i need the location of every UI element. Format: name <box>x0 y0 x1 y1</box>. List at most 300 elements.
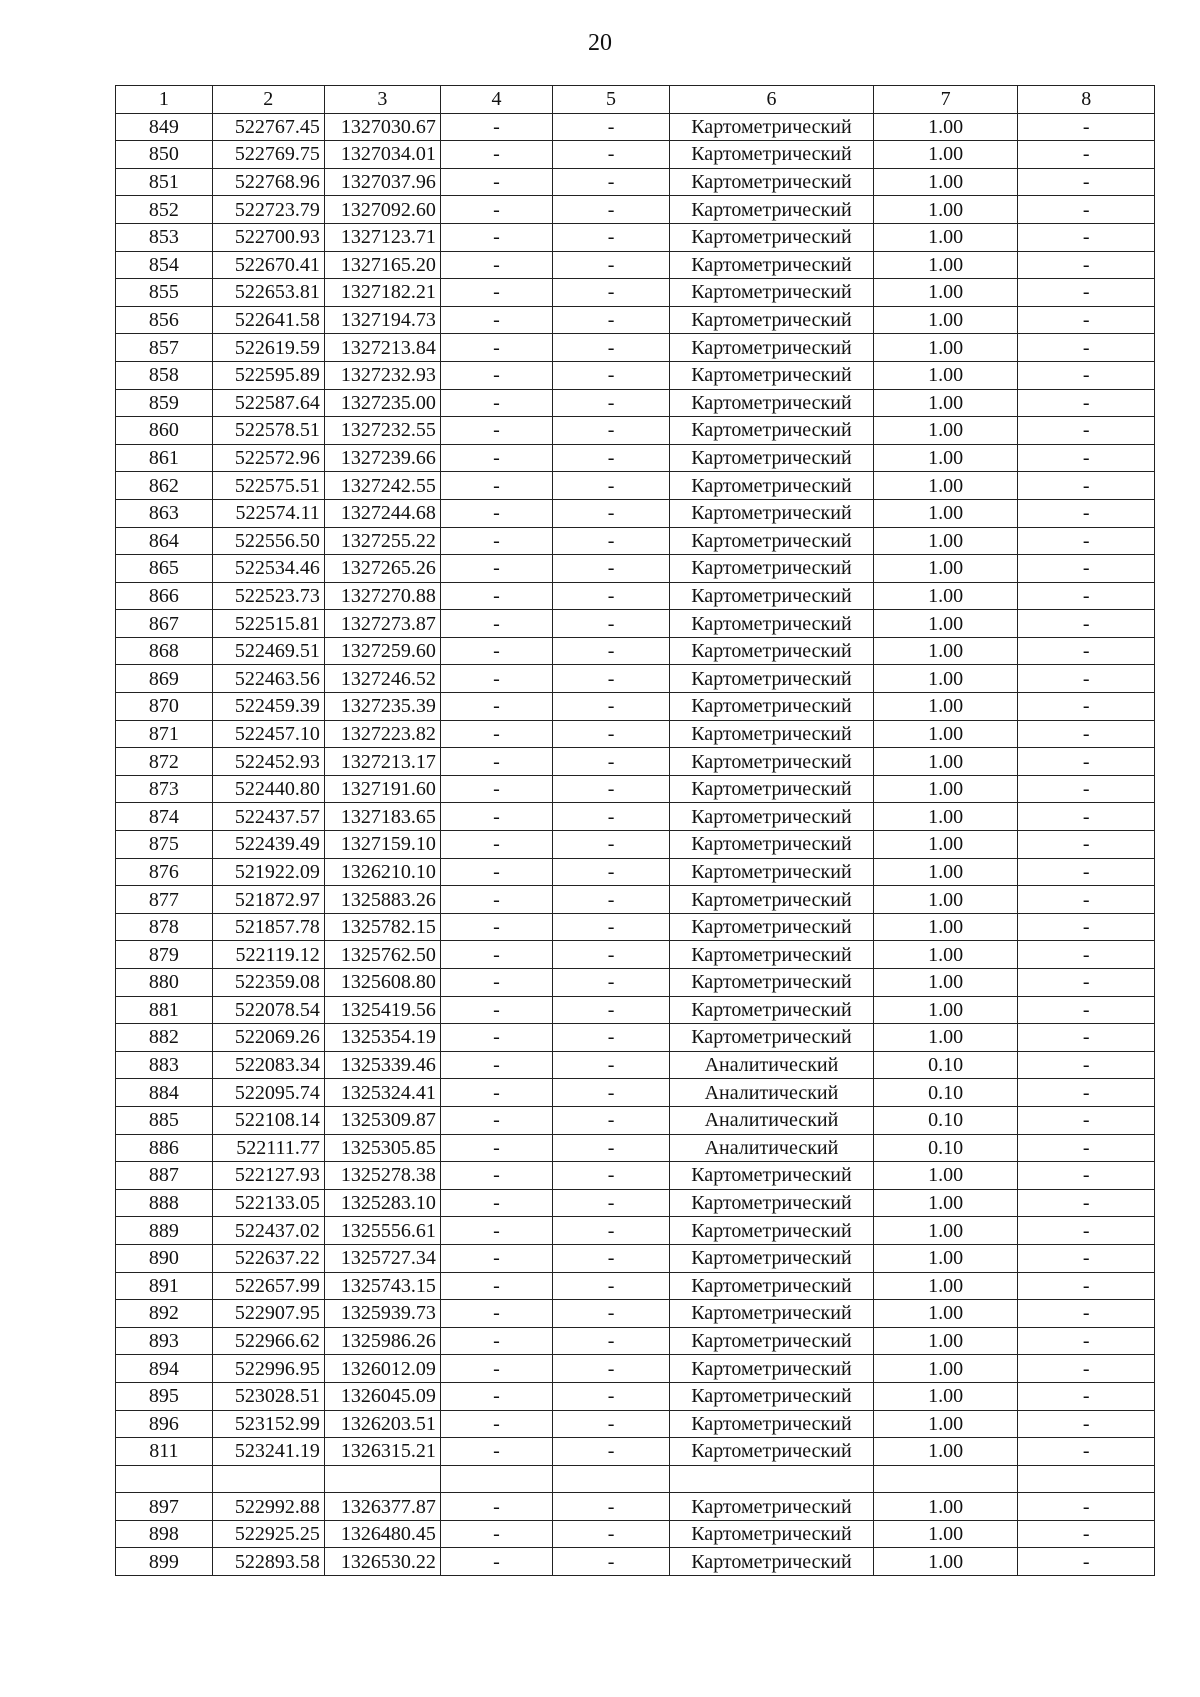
accuracy-cell: 1.00 <box>873 444 1018 472</box>
col-5-cell: - <box>552 637 669 665</box>
coordinate-x-cell: 522440.80 <box>212 775 324 803</box>
coordinate-x-cell: 522083.34 <box>212 1051 324 1079</box>
coordinate-x-cell: 522723.79 <box>212 196 324 224</box>
col-4-cell: - <box>440 582 552 610</box>
method-cell: Картометрический <box>670 361 874 389</box>
table-row <box>116 251 1155 279</box>
coordinate-x-cell: 522452.93 <box>212 748 324 776</box>
table-row <box>116 113 1155 141</box>
col-4-cell: - <box>440 389 552 417</box>
accuracy-cell: 1.00 <box>873 223 1018 251</box>
table-row <box>116 913 1155 941</box>
point-number-cell: 853 <box>116 223 213 251</box>
table-row <box>116 1327 1155 1355</box>
point-number-cell: 886 <box>116 1134 213 1162</box>
col-5-cell: - <box>552 279 669 307</box>
col-5-cell: - <box>552 1189 669 1217</box>
point-number-cell: 867 <box>116 610 213 638</box>
col-4-cell: - <box>440 417 552 445</box>
col-5-cell: - <box>552 334 669 362</box>
table-row <box>116 941 1155 969</box>
col-5-cell: - <box>552 1244 669 1272</box>
coordinate-y-cell: 1325309.87 <box>324 1106 440 1134</box>
coordinate-x-cell: 522641.58 <box>212 306 324 334</box>
col-8-cell: - <box>1018 1217 1155 1245</box>
accuracy-cell: 0.10 <box>873 1134 1018 1162</box>
col-8-cell: - <box>1018 1272 1155 1300</box>
method-cell: Картометрический <box>670 1024 874 1052</box>
coordinate-y-cell: 1327259.60 <box>324 637 440 665</box>
coordinate-x-cell: 522457.10 <box>212 720 324 748</box>
accuracy-cell: 1.00 <box>873 389 1018 417</box>
accuracy-cell: 1.00 <box>873 1327 1018 1355</box>
table-row <box>116 1548 1155 1576</box>
accuracy-cell: 1.00 <box>873 499 1018 527</box>
accuracy-cell: 1.00 <box>873 168 1018 196</box>
accuracy-cell: 1.00 <box>873 306 1018 334</box>
point-number-cell: 883 <box>116 1051 213 1079</box>
col-5-cell: - <box>552 969 669 997</box>
method-cell <box>670 1465 874 1493</box>
col-5-cell: - <box>552 1438 669 1466</box>
table-row <box>116 1438 1155 1466</box>
col-4-cell <box>440 1465 552 1493</box>
table-row <box>116 1106 1155 1134</box>
col-8-cell: - <box>1018 1106 1155 1134</box>
point-number-cell: 875 <box>116 831 213 859</box>
point-number-cell: 898 <box>116 1520 213 1548</box>
method-cell: Картометрический <box>670 720 874 748</box>
col-4-cell: - <box>440 361 552 389</box>
col-5-cell: - <box>552 251 669 279</box>
method-cell: Картометрический <box>670 141 874 169</box>
col-4-cell: - <box>440 748 552 776</box>
col-4-cell: - <box>440 141 552 169</box>
col-4-cell: - <box>440 913 552 941</box>
col-8-cell: - <box>1018 361 1155 389</box>
col-5-cell <box>552 1465 669 1493</box>
coordinate-y-cell: 1326210.10 <box>324 858 440 886</box>
method-cell: Картометрический <box>670 223 874 251</box>
coordinate-y-cell: 1327030.67 <box>324 113 440 141</box>
method-cell: Картометрический <box>670 996 874 1024</box>
table-row <box>116 472 1155 500</box>
accuracy-cell: 1.00 <box>873 748 1018 776</box>
point-number-cell: 881 <box>116 996 213 1024</box>
coordinate-x-cell: 523152.99 <box>212 1410 324 1438</box>
point-number-cell: 889 <box>116 1217 213 1245</box>
col-8-cell: - <box>1018 1079 1155 1107</box>
coordinate-x-cell: 521922.09 <box>212 858 324 886</box>
method-cell: Картометрический <box>670 555 874 583</box>
col-8-cell: - <box>1018 1024 1155 1052</box>
coordinate-x-cell: 522767.45 <box>212 113 324 141</box>
col-4-cell: - <box>440 693 552 721</box>
coordinate-y-cell: 1327213.84 <box>324 334 440 362</box>
col-8-cell: - <box>1018 582 1155 610</box>
col-4-cell: - <box>440 886 552 914</box>
accuracy-cell: 1.00 <box>873 1189 1018 1217</box>
col-5-cell: - <box>552 444 669 472</box>
table-row <box>116 499 1155 527</box>
point-number-cell: 854 <box>116 251 213 279</box>
col-5-cell: - <box>552 1079 669 1107</box>
col-5-cell: - <box>552 361 669 389</box>
table-row <box>116 969 1155 997</box>
col-8-cell: - <box>1018 913 1155 941</box>
col-5-cell: - <box>552 1024 669 1052</box>
method-cell: Картометрический <box>670 610 874 638</box>
col-8-cell: - <box>1018 196 1155 224</box>
coordinate-x-cell: 522127.93 <box>212 1162 324 1190</box>
table-row <box>116 886 1155 914</box>
coordinate-x-cell: 521857.78 <box>212 913 324 941</box>
col-8-cell: - <box>1018 1410 1155 1438</box>
coordinate-y-cell: 1327242.55 <box>324 472 440 500</box>
col-5-cell: - <box>552 555 669 583</box>
col-5-cell: - <box>552 941 669 969</box>
col-5-cell: - <box>552 141 669 169</box>
point-number-cell: 879 <box>116 941 213 969</box>
col-4-cell: - <box>440 1272 552 1300</box>
method-cell: Картометрический <box>670 389 874 417</box>
coordinate-x-cell: 522119.12 <box>212 941 324 969</box>
point-number-cell: 870 <box>116 693 213 721</box>
accuracy-cell: 1.00 <box>873 472 1018 500</box>
coordinate-x-cell: 522437.02 <box>212 1217 324 1245</box>
accuracy-cell: 1.00 <box>873 665 1018 693</box>
accuracy-cell: 1.00 <box>873 582 1018 610</box>
accuracy-cell: 1.00 <box>873 1355 1018 1383</box>
col-4-cell: - <box>440 720 552 748</box>
method-cell: Аналитический <box>670 1106 874 1134</box>
coordinate-y-cell: 1325743.15 <box>324 1272 440 1300</box>
point-number-cell: 864 <box>116 527 213 555</box>
accuracy-cell: 1.00 <box>873 775 1018 803</box>
coordinate-y-cell: 1327270.88 <box>324 582 440 610</box>
accuracy-cell: 1.00 <box>873 555 1018 583</box>
accuracy-cell: 1.00 <box>873 1438 1018 1466</box>
col-4-cell: - <box>440 1106 552 1134</box>
col-8-cell: - <box>1018 141 1155 169</box>
col-5-cell: - <box>552 582 669 610</box>
coordinate-x-cell: 522459.39 <box>212 693 324 721</box>
point-number-cell: 851 <box>116 168 213 196</box>
coordinate-y-cell: 1325305.85 <box>324 1134 440 1162</box>
col-8-cell: - <box>1018 444 1155 472</box>
col-8-cell: - <box>1018 1134 1155 1162</box>
accuracy-cell: 1.00 <box>873 1024 1018 1052</box>
method-cell: Картометрический <box>670 1327 874 1355</box>
coordinate-x-cell: 522111.77 <box>212 1134 324 1162</box>
coordinate-y-cell: 1327255.22 <box>324 527 440 555</box>
point-number-cell: 849 <box>116 113 213 141</box>
table-row <box>116 1410 1155 1438</box>
col-5-cell: - <box>552 113 669 141</box>
point-number-cell: 850 <box>116 141 213 169</box>
point-number-cell: 894 <box>116 1355 213 1383</box>
coordinate-x-cell: 522587.64 <box>212 389 324 417</box>
col-4-cell: - <box>440 941 552 969</box>
coordinate-y-cell: 1327223.82 <box>324 720 440 748</box>
col-8-cell: - <box>1018 720 1155 748</box>
coordinate-y-cell: 1326012.09 <box>324 1355 440 1383</box>
table-row <box>116 196 1155 224</box>
col-8-cell: - <box>1018 1244 1155 1272</box>
coordinate-y-cell: 1326045.09 <box>324 1382 440 1410</box>
coordinate-x-cell: 522670.41 <box>212 251 324 279</box>
point-number-cell: 896 <box>116 1410 213 1438</box>
accuracy-cell: 1.00 <box>873 1382 1018 1410</box>
method-cell: Картометрический <box>670 1520 874 1548</box>
col-8-cell: - <box>1018 1438 1155 1466</box>
col-8-cell: - <box>1018 996 1155 1024</box>
table-row <box>116 637 1155 665</box>
col-8-cell: - <box>1018 1162 1155 1190</box>
col-4-cell: - <box>440 803 552 831</box>
method-cell: Картометрический <box>670 1410 874 1438</box>
accuracy-cell: 1.00 <box>873 279 1018 307</box>
method-cell: Картометрический <box>670 1189 874 1217</box>
table-row <box>116 693 1155 721</box>
col-4-cell: - <box>440 251 552 279</box>
col-5-cell: - <box>552 389 669 417</box>
coordinate-x-cell: 522574.11 <box>212 499 324 527</box>
col-5-cell: - <box>552 693 669 721</box>
table-row <box>116 610 1155 638</box>
accuracy-cell: 1.00 <box>873 361 1018 389</box>
accuracy-cell: 1.00 <box>873 996 1018 1024</box>
table-row <box>116 1051 1155 1079</box>
col-4-cell: - <box>440 1189 552 1217</box>
coordinate-x-cell <box>212 1465 324 1493</box>
col-4-cell: - <box>440 306 552 334</box>
col-4-cell: - <box>440 444 552 472</box>
method-cell: Аналитический <box>670 1134 874 1162</box>
coordinate-x-cell: 522463.56 <box>212 665 324 693</box>
coordinate-y-cell: 1325339.46 <box>324 1051 440 1079</box>
col-8-cell: - <box>1018 803 1155 831</box>
col-4-cell: - <box>440 499 552 527</box>
col-8-cell: - <box>1018 969 1155 997</box>
point-number-cell: 868 <box>116 637 213 665</box>
method-cell: Картометрический <box>670 1382 874 1410</box>
coordinate-y-cell: 1327159.10 <box>324 831 440 859</box>
table-row <box>116 417 1155 445</box>
table-row <box>116 444 1155 472</box>
coordinate-y-cell: 1327232.55 <box>324 417 440 445</box>
col-4-cell: - <box>440 555 552 583</box>
coordinate-y-cell: 1327037.96 <box>324 168 440 196</box>
coordinate-x-cell: 522578.51 <box>212 417 324 445</box>
method-cell: Картометрический <box>670 1272 874 1300</box>
accuracy-cell: 1.00 <box>873 141 1018 169</box>
col-8-cell: - <box>1018 775 1155 803</box>
accuracy-cell: 1.00 <box>873 251 1018 279</box>
point-number-cell: 890 <box>116 1244 213 1272</box>
column-header-4: 4 <box>440 86 552 114</box>
col-4-cell: - <box>440 1548 552 1576</box>
coordinate-y-cell: 1326315.21 <box>324 1438 440 1466</box>
method-cell: Картометрический <box>670 858 874 886</box>
table-row <box>116 1162 1155 1190</box>
accuracy-cell: 1.00 <box>873 1520 1018 1548</box>
coordinate-y-cell: 1325556.61 <box>324 1217 440 1245</box>
accuracy-cell: 1.00 <box>873 1244 1018 1272</box>
table-row <box>116 775 1155 803</box>
col-5-cell: - <box>552 527 669 555</box>
table-row <box>116 361 1155 389</box>
coordinate-x-cell: 522469.51 <box>212 637 324 665</box>
column-header-3: 3 <box>324 86 440 114</box>
point-number-cell: 871 <box>116 720 213 748</box>
col-4-cell: - <box>440 996 552 1024</box>
point-number-cell: 877 <box>116 886 213 914</box>
coordinate-x-cell: 522534.46 <box>212 555 324 583</box>
accuracy-cell: 1.00 <box>873 637 1018 665</box>
col-5-cell: - <box>552 1520 669 1548</box>
coordinate-x-cell: 522108.14 <box>212 1106 324 1134</box>
table-row <box>116 748 1155 776</box>
col-5-cell: - <box>552 196 669 224</box>
method-cell: Картометрический <box>670 1244 874 1272</box>
table-row <box>116 1355 1155 1383</box>
col-4-cell: - <box>440 1162 552 1190</box>
col-5-cell: - <box>552 831 669 859</box>
col-4-cell: - <box>440 1520 552 1548</box>
accuracy-cell: 0.10 <box>873 1106 1018 1134</box>
accuracy-cell: 1.00 <box>873 886 1018 914</box>
point-number-cell: 872 <box>116 748 213 776</box>
col-5-cell: - <box>552 803 669 831</box>
coordinate-y-cell: 1326203.51 <box>324 1410 440 1438</box>
col-8-cell: - <box>1018 1051 1155 1079</box>
col-8-cell: - <box>1018 1548 1155 1576</box>
accuracy-cell: 1.00 <box>873 941 1018 969</box>
col-5-cell: - <box>552 1493 669 1521</box>
accuracy-cell: 1.00 <box>873 913 1018 941</box>
col-4-cell: - <box>440 775 552 803</box>
coordinate-y-cell: 1327092.60 <box>324 196 440 224</box>
col-4-cell: - <box>440 113 552 141</box>
method-cell: Картометрический <box>670 279 874 307</box>
point-number-cell: 860 <box>116 417 213 445</box>
col-4-cell: - <box>440 858 552 886</box>
col-8-cell: - <box>1018 941 1155 969</box>
method-cell: Картометрический <box>670 1217 874 1245</box>
col-5-cell: - <box>552 1300 669 1328</box>
col-4-cell: - <box>440 472 552 500</box>
table-header-row <box>116 86 1155 114</box>
col-5-cell: - <box>552 472 669 500</box>
point-number-cell: 861 <box>116 444 213 472</box>
table-row <box>116 1134 1155 1162</box>
col-8-cell: - <box>1018 472 1155 500</box>
coordinate-y-cell: 1325608.80 <box>324 969 440 997</box>
point-number-cell: 863 <box>116 499 213 527</box>
col-8-cell: - <box>1018 1355 1155 1383</box>
col-5-cell: - <box>552 748 669 776</box>
coordinate-x-cell: 523241.19 <box>212 1438 324 1466</box>
col-5-cell: - <box>552 1410 669 1438</box>
table-row <box>116 1024 1155 1052</box>
accuracy-cell: 1.00 <box>873 1217 1018 1245</box>
coordinate-x-cell: 522653.81 <box>212 279 324 307</box>
col-4-cell: - <box>440 1327 552 1355</box>
coordinate-x-cell: 522768.96 <box>212 168 324 196</box>
table-row <box>116 1189 1155 1217</box>
coordinate-x-cell: 522078.54 <box>212 996 324 1024</box>
method-cell: Картометрический <box>670 693 874 721</box>
col-4-cell: - <box>440 1217 552 1245</box>
method-cell: Картометрический <box>670 637 874 665</box>
point-number-cell: 897 <box>116 1493 213 1521</box>
col-8-cell: - <box>1018 693 1155 721</box>
point-number-cell: 874 <box>116 803 213 831</box>
col-8-cell: - <box>1018 748 1155 776</box>
table-row <box>116 141 1155 169</box>
method-cell: Картометрический <box>670 417 874 445</box>
point-number-cell: 895 <box>116 1382 213 1410</box>
method-cell: Картометрический <box>670 168 874 196</box>
accuracy-cell: 1.00 <box>873 858 1018 886</box>
table-row <box>116 831 1155 859</box>
accuracy-cell: 0.10 <box>873 1079 1018 1107</box>
method-cell: Картометрический <box>670 444 874 472</box>
col-5-cell: - <box>552 1106 669 1134</box>
col-4-cell: - <box>440 1355 552 1383</box>
method-cell: Картометрический <box>670 499 874 527</box>
coordinate-x-cell: 522575.51 <box>212 472 324 500</box>
col-4-cell: - <box>440 1493 552 1521</box>
coordinate-y-cell: 1325986.26 <box>324 1327 440 1355</box>
col-8-cell: - <box>1018 831 1155 859</box>
col-8-cell: - <box>1018 665 1155 693</box>
point-number-cell: 811 <box>116 1438 213 1466</box>
col-4-cell: - <box>440 1244 552 1272</box>
method-cell: Картометрический <box>670 1438 874 1466</box>
col-8-cell: - <box>1018 251 1155 279</box>
method-cell: Картометрический <box>670 1300 874 1328</box>
point-number-cell: 865 <box>116 555 213 583</box>
coordinate-x-cell: 521872.97 <box>212 886 324 914</box>
point-number-cell: 885 <box>116 1106 213 1134</box>
coordinate-y-cell: 1327239.66 <box>324 444 440 472</box>
coordinate-y-cell: 1327034.01 <box>324 141 440 169</box>
coordinate-y-cell: 1325782.15 <box>324 913 440 941</box>
coordinate-y-cell: 1327265.26 <box>324 555 440 583</box>
col-4-cell: - <box>440 969 552 997</box>
col-8-cell: - <box>1018 1520 1155 1548</box>
point-number-cell: 873 <box>116 775 213 803</box>
col-8-cell: - <box>1018 334 1155 362</box>
table-row <box>116 223 1155 251</box>
table-row <box>116 306 1155 334</box>
coordinate-x-cell: 522619.59 <box>212 334 324 362</box>
coordinate-y-cell: 1327183.65 <box>324 803 440 831</box>
col-8-cell: - <box>1018 555 1155 583</box>
method-cell: Картометрический <box>670 251 874 279</box>
coordinate-x-cell: 522439.49 <box>212 831 324 859</box>
table-row <box>116 665 1155 693</box>
coordinate-x-cell: 522515.81 <box>212 610 324 638</box>
method-cell: Картометрический <box>670 527 874 555</box>
accuracy-cell: 1.00 <box>873 527 1018 555</box>
point-number-cell: 880 <box>116 969 213 997</box>
table-row <box>116 858 1155 886</box>
accuracy-cell: 1.00 <box>873 196 1018 224</box>
coordinate-y-cell: 1325354.19 <box>324 1024 440 1052</box>
